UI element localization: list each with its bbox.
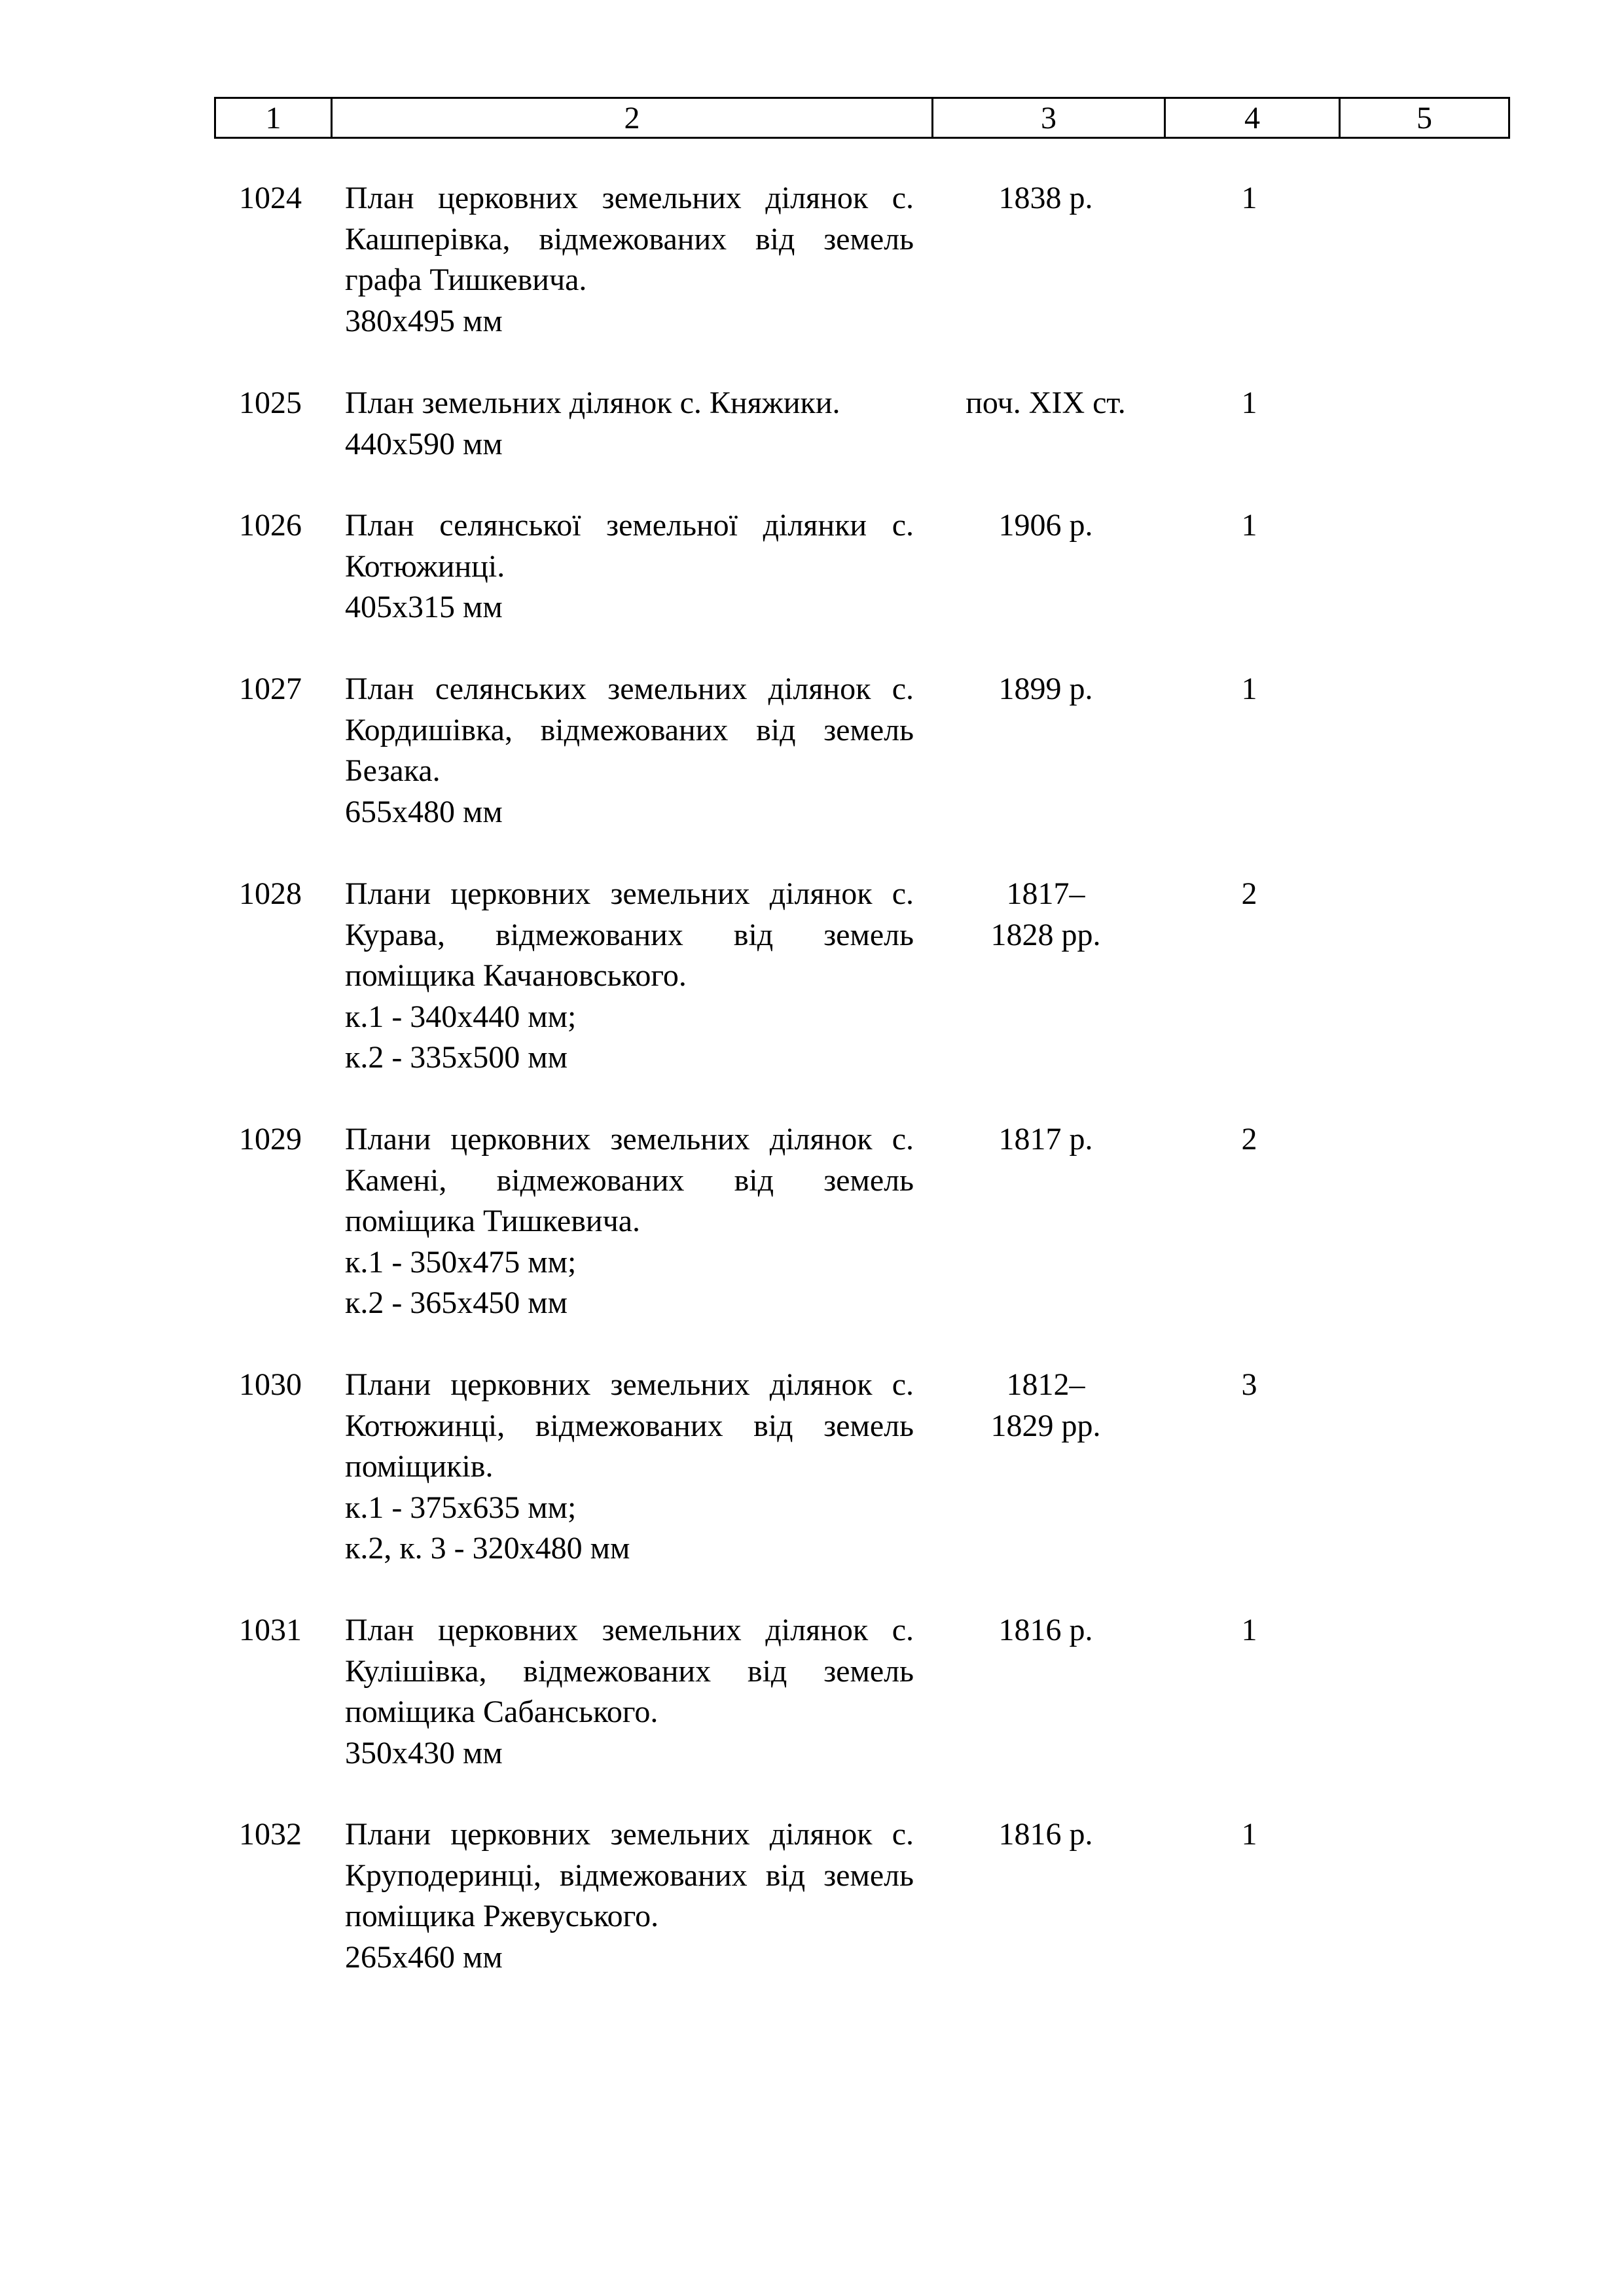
entry-description-block — [345, 505, 914, 628]
column-header-5: 5 — [1416, 100, 1432, 135]
entry-count: 1 — [1241, 672, 1257, 706]
entry-date-line: 1906 р. — [998, 508, 1093, 543]
column-header-row — [214, 97, 1510, 139]
entry-date — [929, 669, 1162, 710]
entry-date-line: 1816 р. — [998, 1613, 1093, 1647]
entry-description-block — [345, 1365, 914, 1570]
entry-description-block — [345, 874, 914, 1079]
entry-size: к.1 - 350х475 мм; — [345, 1244, 577, 1280]
entry-number: 1027 — [239, 672, 302, 706]
entry-description: Плани церковних земельних ділянок с. Круподеринці, відмежованих від земель поміщика Ржевуського. — [345, 1817, 914, 1933]
entry-date — [929, 383, 1162, 424]
entry-date-line: поч. ХІХ ст. — [965, 386, 1126, 420]
entry-date-line: 1829 рр. — [990, 1408, 1101, 1443]
entry-date — [929, 505, 1162, 547]
entry-date-line: 1812– — [1006, 1367, 1085, 1402]
entry-date-line: 1816 р. — [998, 1817, 1093, 1852]
entry-size: 655х480 мм — [345, 794, 503, 829]
entry-size: 405х315 мм — [345, 590, 503, 624]
entry-date — [929, 874, 1162, 956]
entry-count: 2 — [1241, 876, 1257, 911]
entry-description: Плани церковних земельних ділянок с. Камені, відмежованих від земель поміщика Тишкевича. — [345, 1122, 914, 1238]
entry-number: 1032 — [239, 1817, 302, 1852]
entry-count: 2 — [1241, 1122, 1257, 1157]
entry-number: 1030 — [239, 1367, 302, 1402]
entry-number: 1026 — [239, 508, 302, 543]
entry-count: 1 — [1241, 1613, 1257, 1647]
entry-description-block — [345, 178, 914, 342]
entry-date-line: 1828 рр. — [990, 917, 1101, 952]
entry-size: к.2 - 335х500 мм — [345, 1040, 568, 1075]
entry-count: 1 — [1241, 508, 1257, 543]
entry-date — [929, 1365, 1162, 1446]
entry-description: План церковних земельних ділянок с. Кулішівка, відмежованих від земель поміщика Сабанського. — [345, 1613, 914, 1729]
entry-size: к.2, к. 3 - 320х480 мм — [345, 1531, 630, 1566]
entry-number: 1029 — [239, 1122, 302, 1157]
entry-size: 440х590 мм — [345, 426, 503, 461]
column-header-2: 2 — [333, 99, 933, 137]
entry-date-line: 1817– — [1006, 876, 1085, 911]
entry-description: Плани церковних земельних ділянок с. Котюжинці, відмежованих від земель поміщиків. — [345, 1367, 914, 1484]
entry-size: 265х460 мм — [345, 1939, 503, 1975]
entry-size: к.1 - 375х635 мм; — [345, 1490, 577, 1525]
entry-description: План земельних ділянок с. Княжики. — [345, 386, 840, 420]
entry-description: План церковних земельних ділянок с. Кашперівка, відмежованих від земель графа Тишкевича. — [345, 181, 914, 297]
entry-size: к.2 - 365х450 мм — [345, 1285, 568, 1320]
entry-description: План селянських земельних ділянок с. Кордишівка, відмежованих від земель Безака. — [345, 672, 914, 788]
entry-description-block — [345, 383, 914, 465]
entry-description-block — [345, 669, 914, 833]
entry-description-block — [345, 1610, 914, 1774]
entry-size: 380х495 мм — [345, 303, 503, 338]
entry-date — [929, 1119, 1162, 1160]
entry-number: 1031 — [239, 1613, 302, 1647]
entry-number: 1024 — [239, 181, 302, 215]
entry-date-line: 1838 р. — [998, 181, 1093, 215]
column-header-4: 4 — [1166, 99, 1341, 137]
entry-description-block — [345, 1814, 914, 1978]
column-header-1: 1 — [216, 99, 333, 137]
entry-description: План селянської земельної ділянки с. Котюжинці. — [345, 508, 914, 584]
entry-size: к.1 - 340х440 мм; — [345, 999, 577, 1034]
entry-number: 1028 — [239, 876, 302, 911]
entry-count: 1 — [1241, 1817, 1257, 1852]
entry-number: 1025 — [239, 386, 302, 420]
entry-description-block — [345, 1119, 914, 1324]
entry-description: Плани церковних земельних ділянок с. Курава, відмежованих від земель поміщика Качановського. — [345, 876, 914, 993]
entry-count: 1 — [1241, 386, 1257, 420]
entry-count: 1 — [1241, 181, 1257, 215]
entry-date — [929, 1814, 1162, 1856]
entry-count: 3 — [1241, 1367, 1257, 1402]
entry-date-line: 1817 р. — [998, 1122, 1093, 1157]
column-header-3: 3 — [933, 99, 1166, 137]
entry-size: 350х430 мм — [345, 1735, 503, 1770]
entry-date-line: 1899 р. — [998, 672, 1093, 706]
entry-date — [929, 178, 1162, 219]
entry-date — [929, 1610, 1162, 1651]
